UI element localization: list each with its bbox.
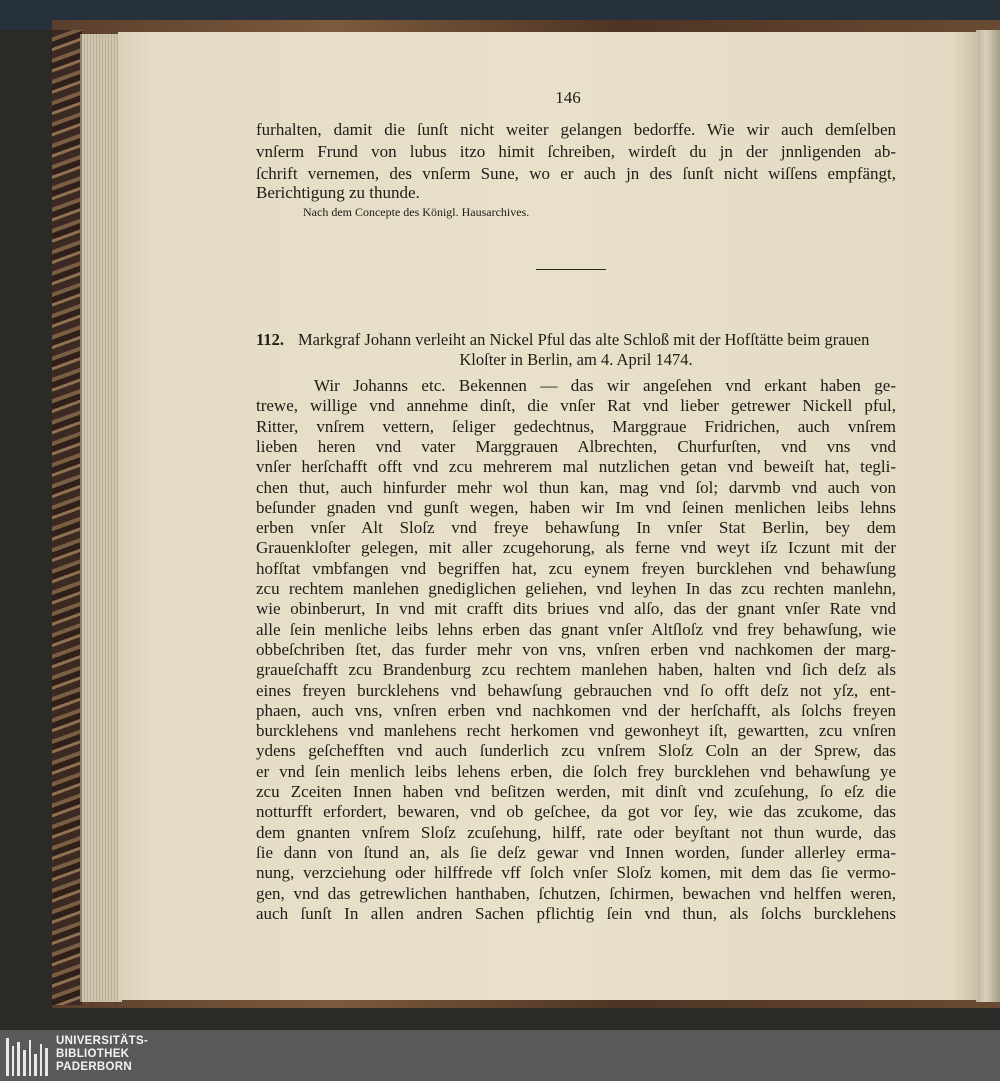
body-line: zcu rechtem manlehen gnediglichen geliehen, vnd leyhen In das zcu rechten manlehn, xyxy=(256,579,896,598)
intro-line: Berichtigung zu thunde. xyxy=(256,183,420,202)
library-logo-icon xyxy=(6,1036,48,1076)
body-line: ydens geſchefften vnd auch ſunderlich zcu vnſrem Sloſz Coln an der Sprew, das xyxy=(256,741,896,761)
body-line: phaen, auch vns, vnſren erben vnd nachkomen vnd der herſchafft, als ſolchs freyen xyxy=(256,700,896,720)
body-line: wie obinberurt, In vnd mit crafft dits briues vnd alſo, das der gnant vnſer Rate vnd xyxy=(256,599,896,619)
intro-line: ſchrift vernemen, des vnſerm Sune, wo er auch jn des ſunſt nicht wiſſens empfängt, xyxy=(256,164,896,183)
intro-line: vnſerm Frund von lubus itzo himit ſchreiben, wirdeſt du jn der jnnligenden ab- xyxy=(256,142,896,161)
body-line: lieben heren vnd vater Marggrauen Albrechten, Churfurſten, vnd vns vnd xyxy=(256,436,896,456)
body-line: hofſtat vmbfangen vnd begriffen hat, zcu eynem freyen burcklehen vnd behawſung xyxy=(256,558,896,578)
document-number: 112. xyxy=(256,330,284,349)
library-footer xyxy=(0,1030,1000,1081)
page-number: 146 xyxy=(555,88,581,107)
body-line: eines freyen burcklehens vnd behawſung gebrauchen vnd ſo offt deſz not yſz, ent- xyxy=(256,680,896,700)
body-line: beſunder gnaden vnd gunſt wegen, haben wir Im vnd ſeinen menlichen leibs lehns xyxy=(256,497,896,517)
body-line: Ritter, vnſrem vettern, ſeliger gedechtnus, Marggraue Fridrichen, auch vnſrem xyxy=(256,416,896,436)
book-page xyxy=(118,32,978,1000)
body-line: vnſer herſchafft offt vnd zcu mehrerem mal nutzlichen getan vnd beweiſt hat, tegli- xyxy=(256,457,896,477)
source-note: Nach dem Concepte des Königl. Hausarchives. xyxy=(303,205,530,219)
body-line: ſie dann von ſtund an, als ſie deſz gewar vnd Innen worden, ſunder allerley erma- xyxy=(256,842,896,862)
body-line: dem gnanten vnſrem Sloſz zcuſehung, hilff, rate oder beyſtant not thun wurde, das xyxy=(256,822,896,842)
body-line: graueſchafft zcu Brandenburg zcu rechtem manlehen haben, halten vnd ſich deſz als xyxy=(256,660,896,680)
library-name xyxy=(56,1035,148,1074)
body-line: erben vnſer Alt Sloſz vnd freye behawſung In vnſer Stat Berlin, bey dem xyxy=(256,518,896,538)
marbled-endpaper xyxy=(52,30,82,1005)
body-line: notturfft erfordert, bewaren, vnd ob geſchee, da got vor ſey, wie das zcukome, das xyxy=(256,802,896,822)
body-line: burcklehens vnd manlehens recht herkomen vnd gewonheyt iſt, gewartten, zcu vnſren xyxy=(256,721,896,741)
page-stack-edges xyxy=(80,34,122,1002)
body-line: auch ſunſt In allen andren Sachen pflichtig ſein vnd thun, als ſolchs burcklehens xyxy=(256,903,896,923)
body-line: gen, vnd das getrewlichen hanthaben, ſchutzen, ſchirmen, bewachen vnd helffen weren, xyxy=(256,883,896,903)
library-name-line-1: UNIVERSITÄTS- xyxy=(56,1035,149,1047)
document-title-line-2: Kloſter in Berlin, am 4. April 1474. xyxy=(459,350,693,369)
library-name-line-2: BIBLIOTHEK xyxy=(56,1048,130,1060)
body-line: Wir Johanns etc. Bekennen — das wir angeſehen vnd erkant haben ge- xyxy=(314,376,896,395)
library-name-line-3: PADERBORN xyxy=(56,1061,132,1073)
body-line: trewe, willige vnd annehme dinſt, die vnſer Rat vnd lieber getrewer Nickell pful, xyxy=(256,396,896,416)
body-line: alle ſein menliche leibs lehns erben das gnant vnſer Altſloſz vnd frey behawſung, wie xyxy=(256,619,896,639)
right-page-edge xyxy=(976,30,1000,1002)
body-line: Grauenkloſter gelegen, mit aller zcugehorung, als ferne vnd weyt iſz Iczunt mit der xyxy=(256,538,896,558)
document-title-line-1: Markgraf Johann verleiht an Nickel Pful das alte Schloß mit der Hofſtätte beim grauen xyxy=(297,330,870,349)
intro-line: furhalten, damit die ſunſt nicht weiter gelangen bedorffe. Wie wir auch demſelben xyxy=(256,120,896,139)
body-line: obbeſchriben ſtet, das furder mehr von vns, vnſren erben vnd nachkomen der marg- xyxy=(256,639,896,659)
section-divider xyxy=(536,269,606,270)
body-line: nung, verzciehung oder hilffrede vff ſolch vnſer Sloſz komen, mit dem das ſie vermo- xyxy=(256,863,896,883)
body-line: chen thut, auch hinfurder mehr wol thun kan, mag vnd ſol; darvmb vnd auch von xyxy=(256,477,896,497)
body-line: zcu Zceiten Innen haben vnd beſitzen werden, mit dinſt vnd zcuſehung, ſo eſz die xyxy=(256,782,896,801)
document-heading xyxy=(256,330,896,350)
body-line: er vnd ſein menlich leibs lehens erben, die ſolch frey burcklehen vnd behawſung ye xyxy=(256,761,896,781)
